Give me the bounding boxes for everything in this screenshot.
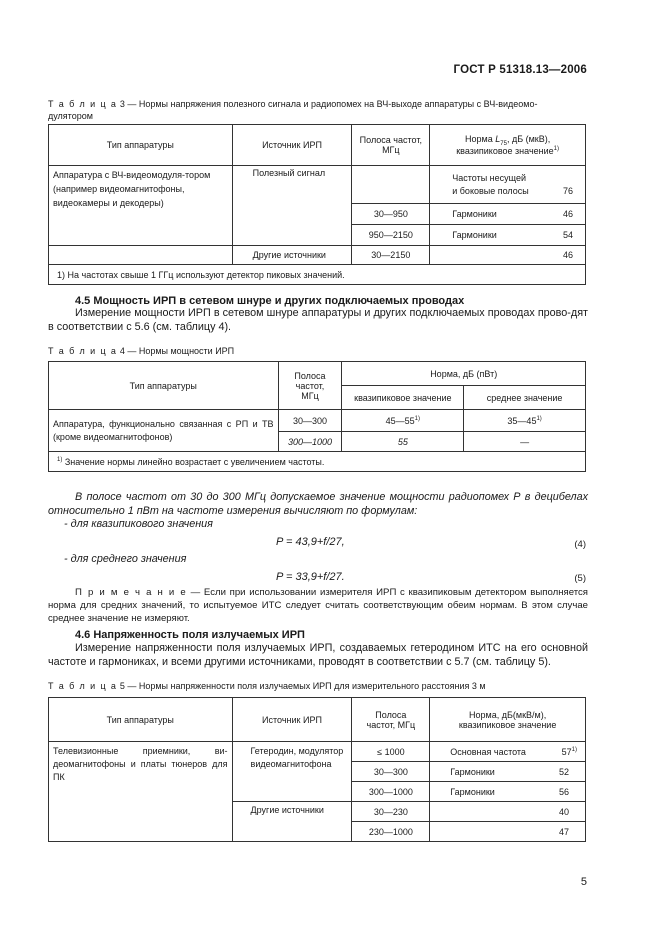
table5-band-cell: 30—230 bbox=[352, 802, 430, 822]
equation-number-4: (4) bbox=[574, 539, 586, 550]
table4 bbox=[48, 361, 586, 472]
table5-source-oscillator: Гетеродин, модулятор видеомагнитофона bbox=[232, 742, 352, 802]
table5-band-cell: 30—300 bbox=[352, 762, 430, 782]
table3-caption-line2: дулятором bbox=[48, 111, 93, 121]
table3-apparatus-cell bbox=[49, 246, 233, 265]
table4-footnote: $^{1)}$ Значение нормы линейно возрастает с увеличением частоты. bbox=[49, 452, 586, 472]
table5-norm-cell: Гармоники 56 bbox=[430, 782, 586, 802]
formula-intro: В полосе частот от 30 до 300 МГц допускаемое значение мощности радиопомех Р в децибелах относительно 1 пВт на частоте измерения вычисляют по формулам: bbox=[48, 491, 588, 517]
document-code: ГОСТ Р 51318.13—2006 bbox=[453, 64, 587, 76]
formula-4: P = 43,9+f/27, bbox=[276, 536, 345, 548]
table3-band-cell bbox=[352, 166, 430, 204]
table4-header-quasipeak: квазипиковое значение bbox=[342, 386, 464, 410]
table3-header-band: Полоса частот, МГц bbox=[352, 125, 430, 166]
table3-band-cell: 30—2150 bbox=[352, 246, 430, 265]
table3-header-norm: Норма $L_{75}$, дБ (мкВ), квазипиковое значение$^{1)}$ bbox=[430, 125, 586, 166]
table3-band-cell: 30—950 bbox=[352, 204, 430, 225]
table3-norm-cell: 46 bbox=[430, 246, 586, 265]
bullet-average: - для среднего значения bbox=[64, 553, 187, 565]
table5-norm-cell: Основная частота 57$^{1)}$ bbox=[430, 742, 586, 762]
table4-apparatus-cell: Аппаратура, функционально связанная с РП и ТВ (кроме видеомагнитофонов) bbox=[49, 410, 279, 452]
table5-caption-text: 5 — Нормы напряженности поля излучаемых ИРП для измерительного расстояния 3 м bbox=[117, 681, 486, 691]
table3-norm-cell: Гармоники 46 bbox=[430, 204, 586, 225]
table5-header-band: Полоса частот, МГц bbox=[352, 698, 430, 742]
equation-number-5: (5) bbox=[574, 573, 586, 584]
table5-band-cell: ≤ 1000 bbox=[352, 742, 430, 762]
table4-band-cell: 30—300 bbox=[278, 410, 342, 432]
table5-header-apparatus: Тип аппаратуры bbox=[49, 698, 233, 742]
table5-norm-cell: Гармоники 52 bbox=[430, 762, 586, 782]
table5-band-cell: 230—1000 bbox=[352, 822, 430, 842]
table5-band-cell: 300—1000 bbox=[352, 782, 430, 802]
section-4-5-title: 4.5 Мощность ИРП в сетевом шнуре и других подключаемых проводах bbox=[75, 295, 465, 307]
table4-avg-cell: — bbox=[464, 432, 586, 452]
table5-caption-lead: Т а б л и ц а bbox=[48, 681, 118, 691]
table5-header-source: Источник ИРП bbox=[232, 698, 352, 742]
table3-norm-cell: Гармоники 54 bbox=[430, 225, 586, 246]
table5-source-other: Другие источники bbox=[232, 802, 352, 842]
table5-header-norm: Норма, дБ(мкВ/м), квазипиковое значение bbox=[430, 698, 586, 742]
table5 bbox=[48, 697, 586, 842]
bullet-quasipeak: - для квазипикового значения bbox=[64, 518, 213, 530]
table3-norm-cell: Частоты несущей и боковые полосы 76 bbox=[430, 166, 586, 204]
table3 bbox=[48, 124, 586, 285]
page-number: 5 bbox=[580, 876, 587, 888]
table4-caption bbox=[48, 345, 234, 357]
table4-avg-cell: 35—45$^{1)}$ bbox=[464, 410, 586, 432]
formula-5: P = 33,9+f/27. bbox=[276, 571, 345, 583]
table4-header-apparatus: Тип аппаратуры bbox=[49, 362, 279, 410]
table3-caption bbox=[48, 98, 538, 122]
table3-footnote: 1) На частотах свыше 1 ГГц используют детектор пиковых значений. bbox=[49, 265, 586, 285]
table4-caption-lead: Т а б л и ц а bbox=[48, 346, 118, 356]
table4-header-norm: Норма, дБ (пВт) bbox=[342, 362, 586, 386]
note-lead: П р и м е ч а н и е bbox=[75, 587, 187, 598]
table4-caption-text: 4 — Нормы мощности ИРП bbox=[117, 346, 235, 356]
table5-norm-cell: 47 bbox=[430, 822, 586, 842]
section-4-6-text: Измерение напряженности поля излучаемых ИРП, создаваемых гетеродином ИТС на его основной частоте и гармониках, и всеми другими источниками, проводят в соответствии с 5.7 (см. таблицу 5). bbox=[48, 642, 588, 668]
table4-qp-cell: 55 bbox=[342, 432, 464, 452]
section-4-6-title: 4.6 Напряженность поля излучаемых ИРП bbox=[75, 629, 305, 641]
table3-caption-lead: Т а б л и ц а bbox=[48, 99, 118, 109]
note-text: — Если при использовании измерителя ИРП с квазипиковым детектором выполняется норма для средних значений, то испытуемое ИТС следует считать соответствующим обеим нормам. В этом случае среднее значение не измеряют. bbox=[48, 587, 588, 624]
table4-qp-cell: 45—55$^{1)}$ bbox=[342, 410, 464, 432]
table4-header-average: среднее значение bbox=[464, 386, 586, 410]
table3-apparatus-cell: Аппаратура с ВЧ-видеомодуля-тором (например видеомагнитофоны, видеокамеры и декодеры) bbox=[49, 166, 233, 246]
table4-header-band: Полоса частот, МГц bbox=[278, 362, 342, 410]
note bbox=[48, 586, 588, 625]
table5-norm-cell: 40 bbox=[430, 802, 586, 822]
table5-apparatus-cell: Телевизионные приемники, ви-деомагнитофоны и платы тюнеров для ПК bbox=[49, 742, 233, 842]
table3-band-cell: 950—2150 bbox=[352, 225, 430, 246]
table3-header-source: Источник ИРП bbox=[232, 125, 352, 166]
section-4-5-text: Измерение мощности ИРП в сетевом шнуре аппаратуры и других подключаемых проводах прово-дят в соответствии с 5.6 (см. таблицу 4). bbox=[48, 307, 588, 333]
table5-caption bbox=[48, 680, 486, 692]
table3-caption-text: 3 — Нормы напряжения полезного сигнала и радиопомех на ВЧ-выходе аппаратуры с ВЧ-видеомо- bbox=[117, 99, 538, 109]
table4-band-cell: 300—1000 bbox=[278, 432, 342, 452]
table3-header-apparatus: Тип аппаратуры bbox=[49, 125, 233, 166]
table3-source-useful: Полезный сигнал bbox=[232, 166, 352, 246]
table3-source-other: Другие источники bbox=[232, 246, 352, 265]
